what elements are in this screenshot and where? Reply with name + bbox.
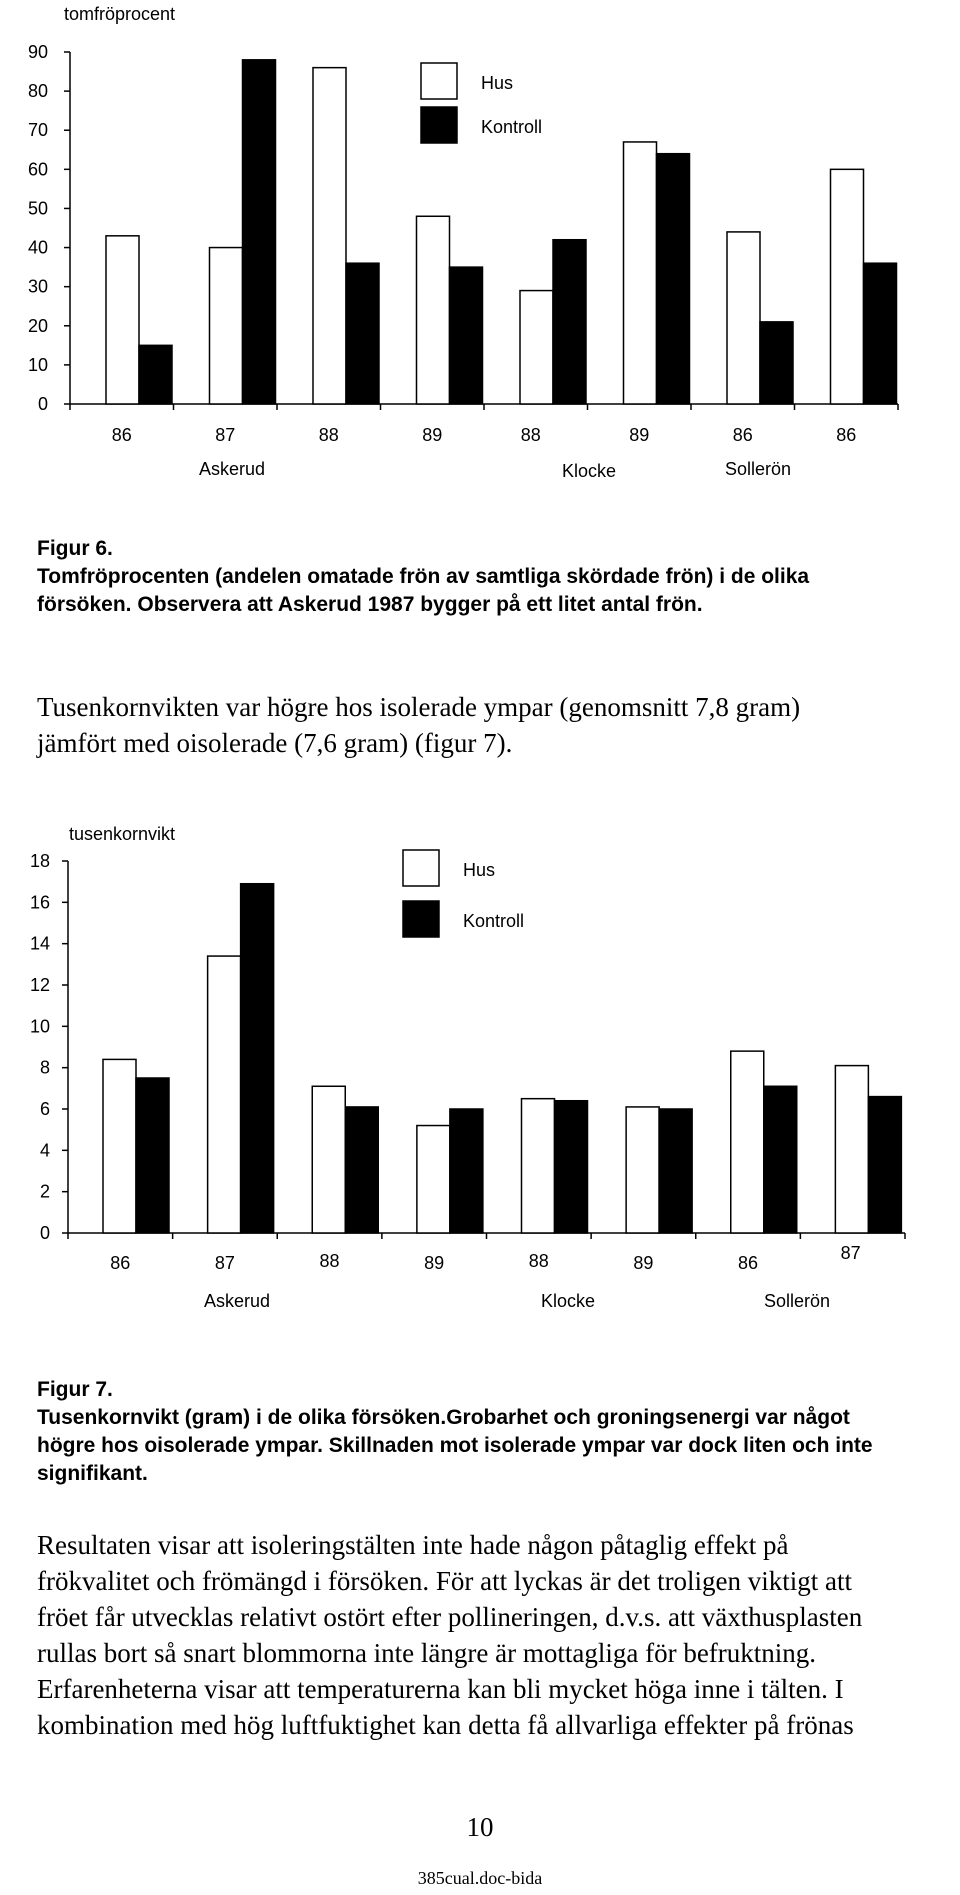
paragraph-results	[37, 1527, 947, 1743]
caption-line: Tomfröprocenten (andelen omatade frön av samtliga skördade frön) i de olika	[37, 565, 810, 588]
bar-kontroll	[136, 1078, 169, 1233]
y-tick-label: 10	[29, 1016, 50, 1037]
bar-hus	[106, 236, 139, 404]
bar-hus	[208, 956, 241, 1233]
x-category-label: 88	[528, 1251, 549, 1271]
legend-swatch-kontroll	[403, 901, 439, 937]
caption-line: Figur 7.	[37, 1378, 113, 1401]
page-number: 10	[466, 1812, 494, 1842]
bar-hus	[624, 142, 657, 404]
y-tick-label: 18	[29, 851, 50, 871]
caption-line: Figur 6.	[37, 537, 113, 560]
paragraph-line: jämfört med oisolerade (7,6 gram) (figur 7).	[37, 728, 513, 758]
y-tick-label: 50	[27, 198, 48, 219]
x-category-label: 88	[319, 1251, 340, 1271]
bar-kontroll	[243, 60, 276, 404]
y-tick-label: 2	[39, 1181, 50, 1202]
paragraph-line: Tusenkornvikten var högre hos isolerade ympar (genomsnitt 7,8 gram)	[37, 692, 801, 722]
bar-hus	[520, 291, 553, 404]
legend-label-hus: Hus	[481, 73, 514, 93]
y-tick-label: 0	[37, 394, 48, 414]
bar-hus	[626, 1107, 659, 1233]
paragraph-thousand-seed-weight	[37, 689, 947, 761]
paragraph-line: fröet får utvecklas relativt ostört efter pollineringen, d.v.s. att växthusplasten	[37, 1602, 863, 1632]
bar-hus	[522, 1099, 555, 1233]
x-category-label: 88	[520, 425, 541, 445]
y-tick-label: 10	[27, 354, 48, 375]
x-category-label: 87	[215, 425, 236, 445]
y-tick-label: 90	[27, 42, 48, 62]
x-group-label: Sollerön	[763, 1291, 831, 1311]
bar-kontroll	[241, 884, 274, 1233]
x-category-label: 86	[738, 1253, 759, 1273]
legend-swatch-hus	[403, 850, 439, 886]
bar-hus	[417, 1126, 450, 1233]
x-group-label: Askerud	[203, 1291, 271, 1311]
x-category-label: 87	[840, 1243, 861, 1263]
bar-kontroll	[450, 1109, 483, 1233]
y-tick-label: 20	[27, 315, 48, 336]
x-category-label: 88	[318, 425, 339, 445]
legend-swatch-hus	[421, 63, 457, 99]
bar-kontroll	[555, 1101, 588, 1233]
figure-7-chart	[0, 820, 960, 1340]
x-category-label: 89	[629, 425, 650, 445]
bar-hus	[835, 1066, 868, 1233]
y-tick-label: 6	[39, 1099, 50, 1119]
x-category-label: 86	[732, 425, 753, 445]
bar-kontroll	[760, 322, 793, 404]
legend-label-hus: Hus	[463, 860, 496, 880]
paragraph-line: frökvalitet och frömängd i försöken. För att lyckas är det troligen viktigt att	[37, 1566, 853, 1596]
x-group-label: Sollerön	[724, 459, 792, 479]
document-name: 385cual.doc-bida	[417, 1868, 543, 1888]
y-tick-label: 16	[29, 892, 50, 913]
bar-hus	[312, 1086, 345, 1233]
x-category-label: 89	[633, 1253, 654, 1273]
bar-kontroll	[346, 263, 379, 404]
bar-kontroll	[864, 263, 897, 404]
paragraph-line: Resultaten visar att isoleringstälten inte hade någon påtaglig effekt på	[37, 1530, 789, 1560]
caption-line: signifikant.	[37, 1462, 148, 1485]
bar-hus	[831, 169, 864, 404]
y-tick-label: 4	[39, 1140, 50, 1161]
bar-kontroll	[553, 240, 586, 404]
x-category-label: 87	[214, 1253, 235, 1273]
y-tick-label: 12	[29, 975, 50, 995]
y-tick-label: 30	[27, 276, 48, 297]
caption-line: Tusenkornvikt (gram) i de olika försöken.Grobarhet och groningsenergi var något	[37, 1406, 850, 1429]
bar-hus	[210, 248, 243, 404]
figure-6-chart	[0, 0, 960, 480]
paragraph-line: rullas bort så snart blommorna inte längre är mottagliga för befruktning.	[37, 1638, 817, 1668]
bar-hus	[731, 1051, 764, 1233]
bar-kontroll	[657, 154, 690, 404]
x-category-label: 86	[110, 1253, 131, 1273]
caption-line: högre hos oisolerade ympar. Skillnaden mot isolerade ympar var dock liten och inte	[37, 1434, 873, 1457]
y-tick-label: 80	[27, 81, 48, 102]
x-category-label: 86	[111, 425, 132, 445]
y-tick-label: 0	[39, 1223, 50, 1243]
x-group-label: Klocke	[561, 461, 617, 480]
bar-hus	[103, 1059, 136, 1233]
x-group-label: Askerud	[198, 459, 266, 479]
y-tick-label: 40	[27, 237, 48, 258]
bar-hus	[727, 232, 760, 404]
x-group-label: Klocke	[540, 1291, 596, 1311]
x-category-label: 86	[836, 425, 857, 445]
bar-hus	[417, 216, 450, 404]
y-axis-label: tusenkornvikt	[69, 824, 176, 844]
y-tick-label: 8	[39, 1057, 50, 1078]
bar-kontroll	[450, 267, 483, 404]
y-tick-label: 14	[29, 933, 50, 954]
legend-swatch-kontroll	[421, 107, 457, 143]
paragraph-line: Erfarenheterna visar att temperaturerna kan bli mycket höga inne i tälten. I	[37, 1674, 844, 1704]
y-tick-label: 60	[27, 159, 48, 180]
bar-kontroll	[868, 1097, 901, 1233]
y-axis-label: tomfröprocent	[64, 4, 176, 24]
x-category-label: 89	[424, 1253, 445, 1273]
figure-6-caption	[37, 535, 937, 619]
y-tick-label: 70	[27, 120, 48, 141]
bar-kontroll	[345, 1107, 378, 1233]
bar-kontroll	[659, 1109, 692, 1233]
bar-kontroll	[764, 1086, 797, 1233]
bar-hus	[313, 68, 346, 404]
bar-kontroll	[139, 345, 172, 404]
legend-label-kontroll: Kontroll	[463, 911, 525, 931]
x-category-label: 89	[422, 425, 443, 445]
paragraph-line: kombination med hög luftfuktighet kan detta få allvarliga effekter på frönas	[37, 1710, 854, 1740]
legend-label-kontroll: Kontroll	[481, 117, 543, 137]
caption-line: försöken. Observera att Askerud 1987 bygger på ett litet antal frön.	[37, 593, 703, 616]
figure-7-caption	[37, 1376, 937, 1488]
